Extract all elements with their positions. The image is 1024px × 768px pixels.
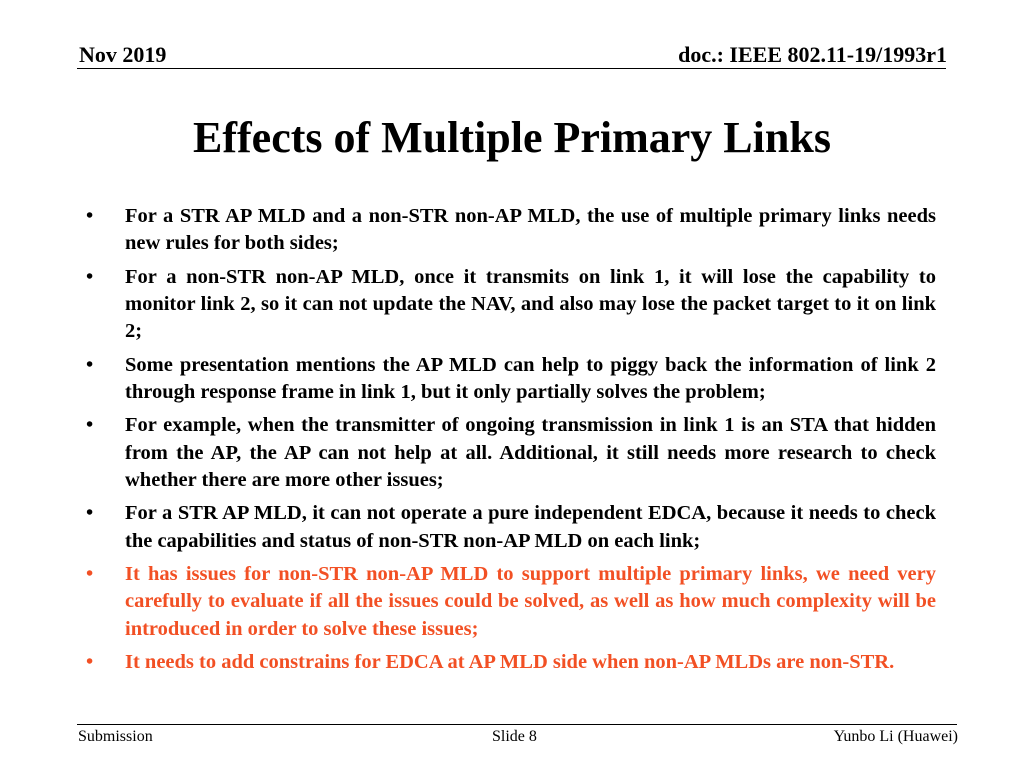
header-doc-id: doc.: IEEE 802.11-19/1993r1	[678, 42, 947, 67]
bullet-item	[80, 203, 936, 258]
bullet-text: For a non-STR non-AP MLD, once it transmits on link 1, it will lose the capability to monitor link 2, so it can not update the NAV, and also may lose the packet target to it on link 2;	[125, 265, 936, 343]
bullet-item	[80, 500, 936, 555]
bullet-icon: •	[86, 502, 94, 525]
bullet-text: Some presentation mentions the AP MLD can help to piggy back the information of link 2 through response frame in link 1, but it only partially solves the problem;	[125, 353, 936, 404]
bullet-item-highlight	[80, 649, 936, 676]
footer-author: Yunbo Li (Huawei)	[833, 728, 958, 745]
footer-divider	[77, 724, 957, 725]
bullet-text: For a STR AP MLD and a non-STR non-AP MLD, the use of multiple primary links needs new rules for both sides;	[125, 205, 936, 255]
bullet-text: It needs to add constrains for EDCA at AP MLD side when non-AP MLDs are non-STR.	[125, 650, 895, 673]
bullet-icon: •	[86, 265, 94, 288]
bullet-text: It has issues for non-STR non-AP MLD to support multiple primary links, we need very carefully to evaluate if all the issues could be solved, as well as how much complexity will be introduced in order to solve these issues;	[125, 562, 936, 640]
bullet-icon: •	[86, 414, 94, 437]
bullet-item	[80, 412, 936, 494]
slide-title: Effects of Multiple Primary Links	[193, 113, 831, 162]
bullet-icon: •	[86, 205, 94, 227]
bullet-text: For example, when the transmitter of ongoing transmission in link 1 is an STA that hidden from the AP, the AP can not help at all. Additional, it still needs more research to check whether there are more other issues;	[125, 414, 936, 492]
bullet-icon: •	[86, 353, 94, 376]
header-divider	[77, 68, 946, 69]
footer-submission: Submission	[78, 728, 153, 745]
header-date: Nov 2019	[79, 42, 167, 67]
bullet-icon: •	[86, 650, 94, 673]
footer-slide-number: Slide 8	[492, 728, 537, 745]
bullet-item	[80, 264, 936, 346]
bullet-item-highlight	[80, 561, 936, 643]
bullet-item	[80, 352, 936, 407]
bullet-icon: •	[86, 562, 94, 585]
bullet-list	[80, 203, 936, 682]
bullet-text: For a STR AP MLD, it can not operate a pure independent EDCA, because it needs to check the capabilities and status of non-STR non-AP MLD on each link;	[125, 502, 936, 552]
